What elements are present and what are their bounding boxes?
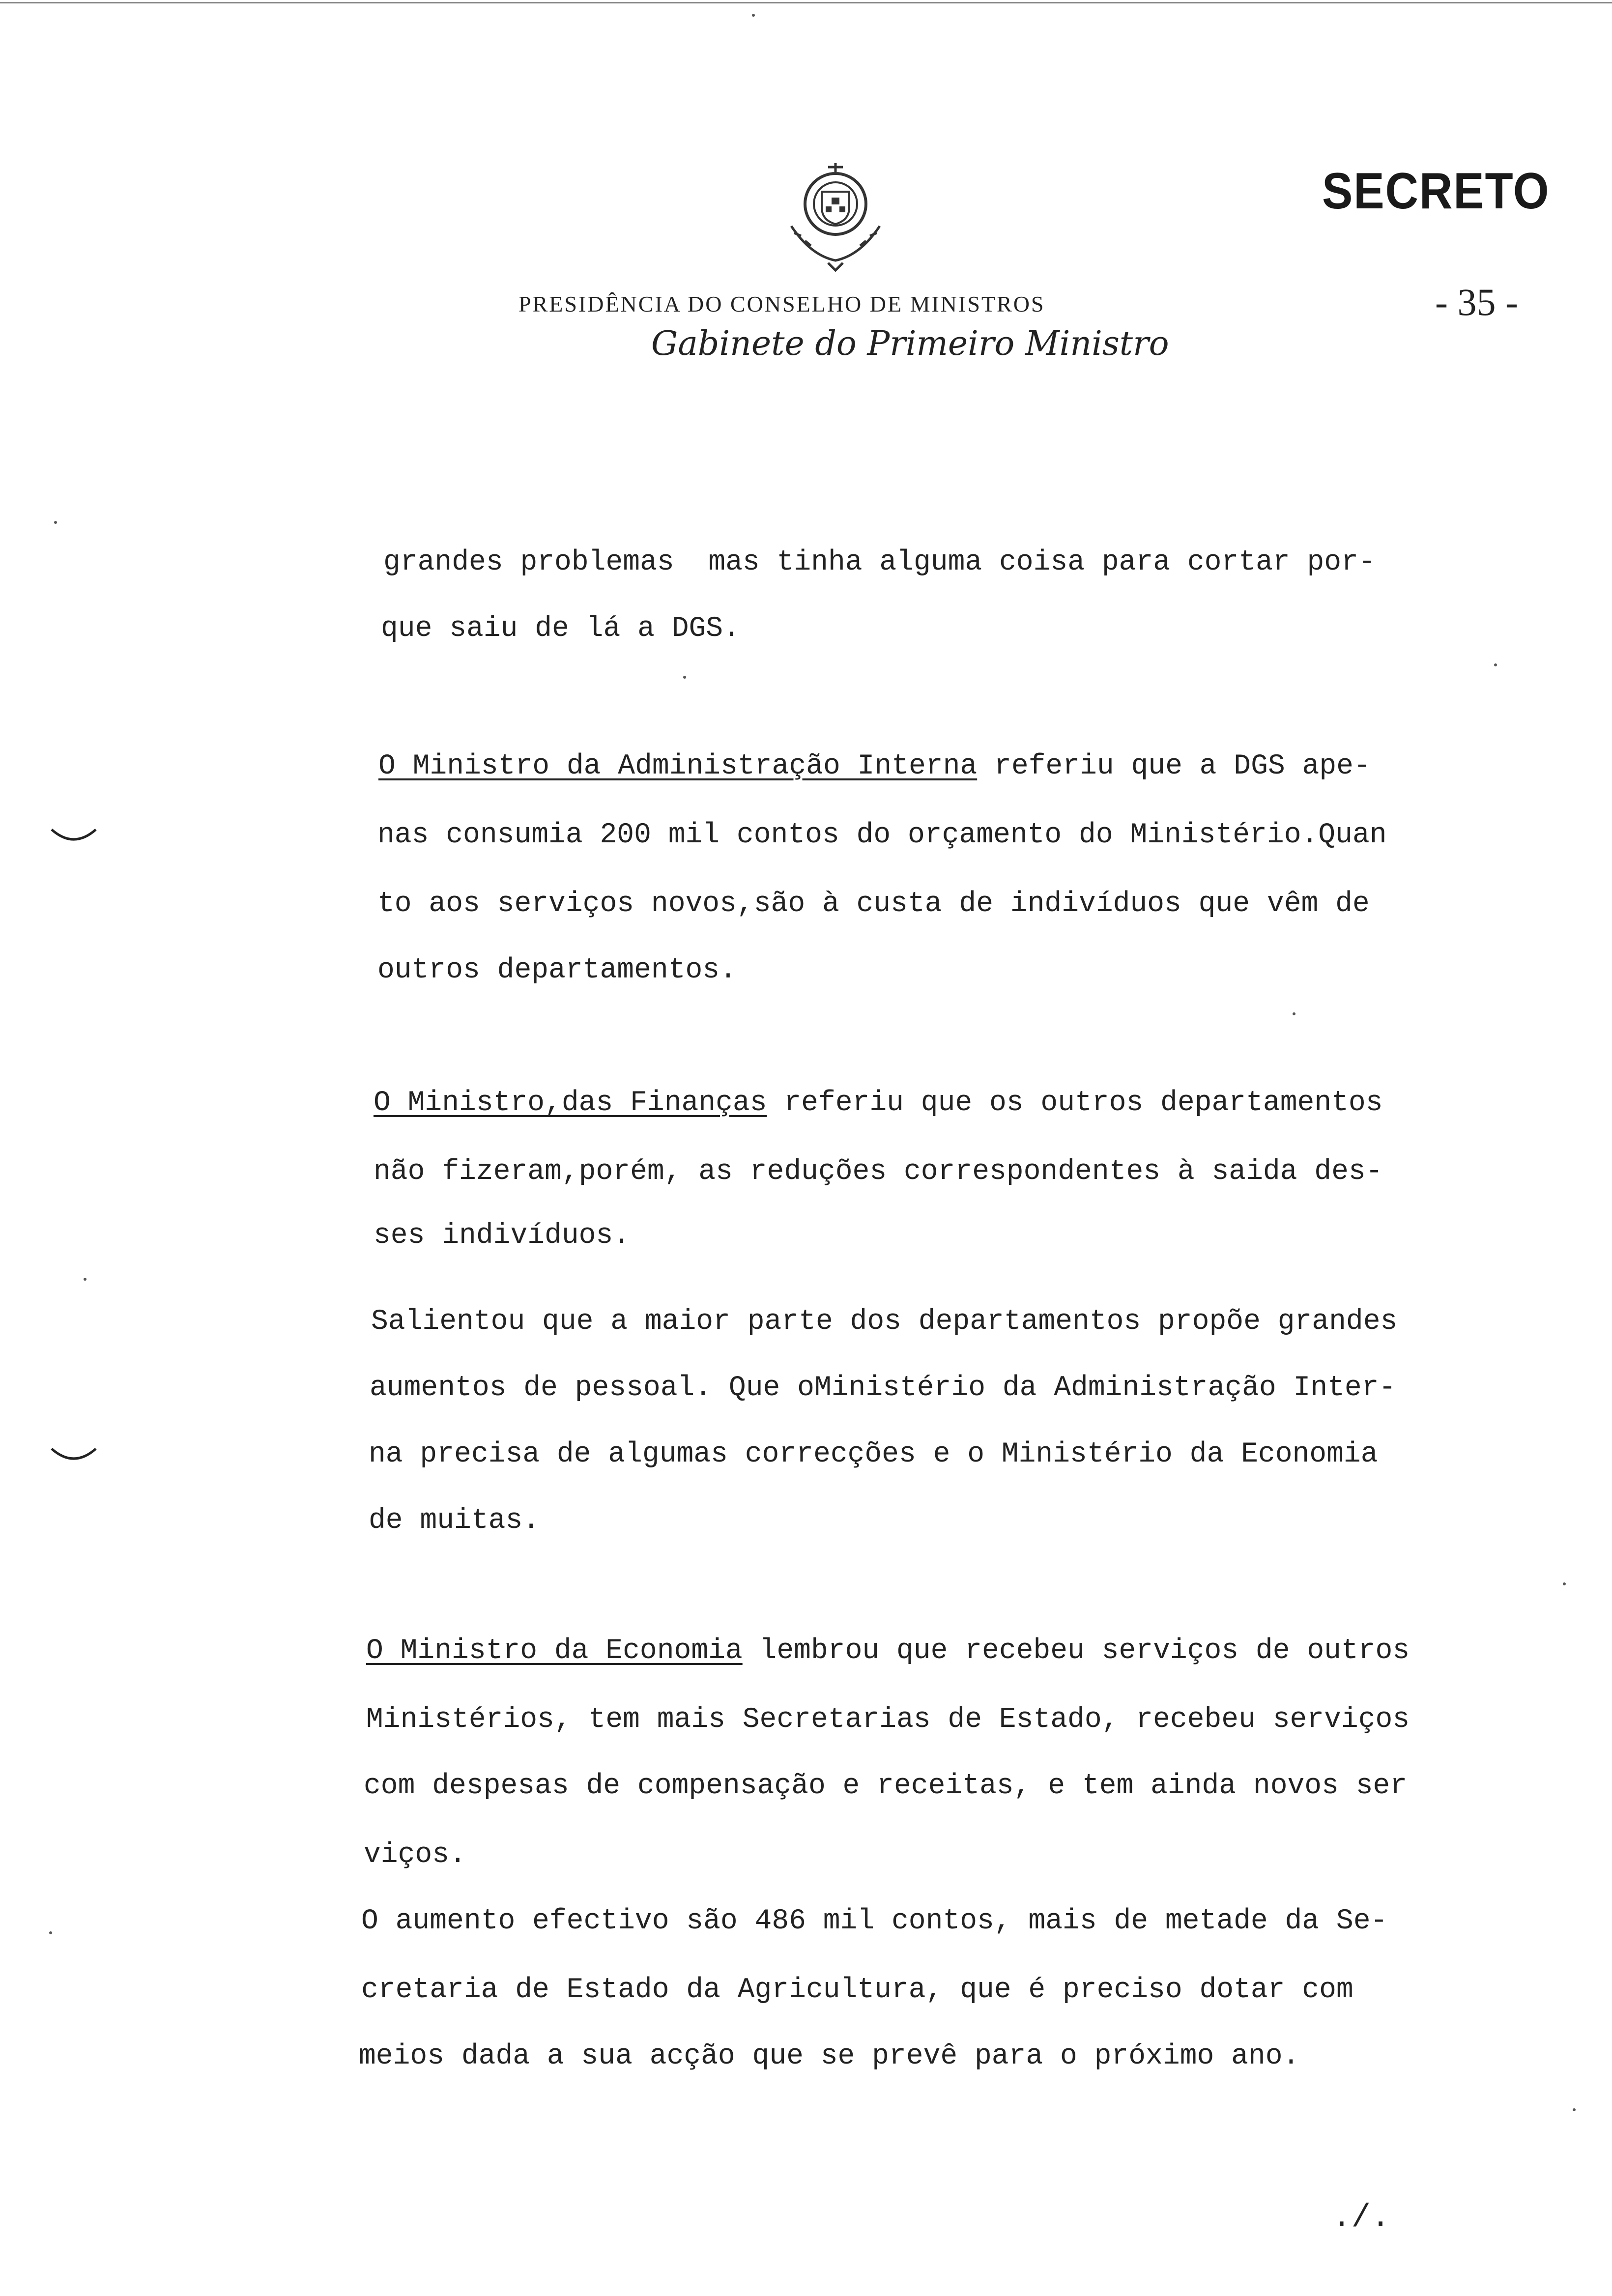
text-line: [369, 1437, 1378, 1472]
text-run: grandes problemas mas tinha alguma coisa para cortar por-: [383, 546, 1376, 578]
text-line: [361, 1973, 1353, 2008]
text-run: viços.: [364, 1839, 466, 1871]
text-line: [374, 1155, 1383, 1189]
text-line: [366, 1634, 1410, 1668]
text-line: [378, 749, 1371, 784]
text-line: [377, 953, 737, 988]
text-run: que saiu de lá a DGS.: [381, 613, 740, 645]
speck: [54, 521, 57, 524]
text-run: referiu que a DGS ape-: [977, 750, 1371, 782]
letterhead-title: PRESIDÊNCIA DO CONSELHO DE MINISTROS: [518, 291, 1045, 316]
speck: [1293, 1012, 1295, 1015]
text-run: na precisa de algumas correcções e o Ministério da Economia: [369, 1438, 1378, 1470]
text-run: Ministérios, tem mais Secretarias de Estado, recebeu serviços: [366, 1704, 1410, 1736]
speck: [683, 676, 686, 679]
text-run: nas consumia 200 mil contos do orçamento do Ministério.Quan: [377, 819, 1387, 851]
speck: [1573, 2108, 1576, 2111]
text-line: [374, 1219, 630, 1253]
text-run: referiu que os outros departamentos: [767, 1087, 1383, 1119]
speck: [752, 14, 755, 17]
text-run: com despesas de compensação e receitas, e tem ainda novos ser: [364, 1770, 1408, 1802]
punch-hole-mark: [49, 1445, 98, 1469]
speck: [84, 1278, 86, 1281]
continuation-mark: ./.: [1332, 2199, 1390, 2236]
text-run: Salientou que a maior parte dos departamentos propõe grandes: [371, 1306, 1398, 1338]
text-run: cretaria de Estado da Agricultura, que é preciso dotar com: [361, 1974, 1353, 2006]
text-line: [364, 1838, 466, 1872]
text-line: [377, 887, 1370, 921]
classification-stamp: SECRETO: [1322, 163, 1550, 220]
speaker-name: O Ministro da Economia: [366, 1635, 743, 1667]
punch-hole-mark: [49, 826, 98, 850]
page-number: - 35 -: [1435, 281, 1518, 323]
letterhead-subtitle: Gabinete do Primeiro Ministro: [651, 324, 1169, 363]
text-run: meios dada a sua acção que se prevê para o próximo ano.: [359, 2040, 1300, 2072]
text-run: aumentos de pessoal. Que oMinistério da Administração Inter-: [370, 1372, 1396, 1404]
speck: [1563, 1582, 1566, 1585]
text-line: [366, 1703, 1410, 1737]
text-line: [381, 612, 740, 646]
text-line: [377, 818, 1387, 853]
text-line: [361, 1904, 1387, 1939]
text-run: não fizeram,porém, as reduções correspondentes à saida des-: [374, 1156, 1383, 1188]
speaker-name: O Ministro,das Finanças: [374, 1087, 767, 1119]
text-run: de muitas.: [369, 1505, 540, 1537]
text-line: [370, 1371, 1396, 1406]
text-run: ses indivíduos.: [374, 1220, 631, 1252]
speaker-name: O Ministro da Administração Interna: [378, 750, 978, 782]
text-run: O aumento efectivo são 486 mil contos, mais de metade da Se-: [361, 1905, 1388, 1937]
text-line: [371, 1305, 1397, 1339]
speck: [1494, 663, 1497, 666]
text-line: [374, 1086, 1383, 1120]
text-line: [364, 1769, 1407, 1804]
text-line: [369, 1504, 540, 1538]
text-run: to aos serviços novos,são à custa de indivíduos que vêm de: [377, 888, 1370, 920]
text-run: outros departamentos.: [377, 954, 737, 986]
text-line: [359, 2039, 1299, 2074]
text-line: [383, 545, 1376, 580]
text-run: lembrou que recebeu serviços de outros: [742, 1635, 1410, 1667]
speck: [49, 1931, 52, 1934]
